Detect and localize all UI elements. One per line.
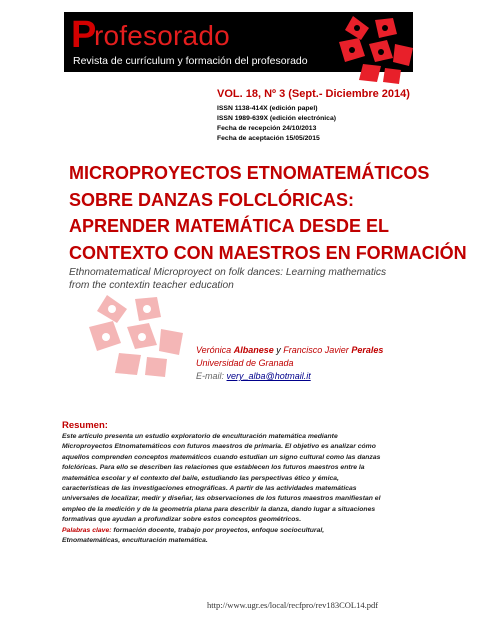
issue-info: [217, 88, 410, 144]
author1-first: Verónica: [196, 345, 232, 355]
journal-brand-name: rofesorado: [94, 20, 230, 51]
footer-url[interactable]: http://www.ugr.es/local/recfpro/rev183COL14.pdf: [207, 600, 379, 610]
abstract-line: empleo de la medición y de la geometría plana para describir la danza, dando lugar a situaciones: [62, 505, 376, 513]
abstract-body: [62, 432, 418, 546]
issn-online: ISSN 1989-639X (edición electrónica): [217, 115, 336, 122]
english-title: [69, 266, 429, 292]
author2-first: Francisco Javier: [283, 345, 349, 355]
keywords-line: [62, 526, 418, 536]
abstract-line: Microproyectos Etnomatemáticos con futuros maestros de primaria. El objetivo es analizar cómo: [62, 443, 376, 451]
authors-block: [196, 344, 383, 383]
journal-logo-icon: [335, 14, 419, 84]
email-link[interactable]: very_alba@hotmail.it: [226, 371, 311, 381]
author-conjunction: y: [276, 345, 281, 355]
title-line: CONTEXTO CON MAESTROS EN FORMACIÓN: [69, 242, 467, 263]
journal-subtitle: Revista de currículum y formación del profesorado: [73, 55, 308, 67]
title-line: MICROPROYECTOS ETNOMATEMÁTICOS: [69, 163, 430, 183]
keywords-text: formación docente, trabajo por proyectos, enfoque sociocultural,: [113, 526, 325, 534]
abstract-line: folclóricas. Para ello se describen las relaciones que establecen los futuros maestros entre la: [62, 464, 365, 472]
keywords-text-continued: Etnomatemáticas, enculturación matemática.: [62, 537, 208, 545]
author-names: [196, 344, 383, 357]
abstract-heading: Resumen:: [62, 420, 108, 431]
watermark-logo-icon: [85, 293, 193, 377]
article-title: [69, 160, 467, 266]
abstract-line: Este artículo presenta un estudio exploratorio de enculturación matemática mediante: [62, 433, 338, 440]
volume-label: VOL. 18, Nº 3 (Sept.- Diciembre 2014): [217, 88, 410, 100]
issn-print: ISSN 1138-414X (edición papel): [217, 105, 318, 112]
title-line: SOBRE DANZAS FOLCLÓRICAS:: [69, 189, 354, 210]
abstract-line: formativas que ayudan a profundizar sobre estos conceptos geométricos.: [62, 516, 302, 524]
journal-brand-initial: P: [71, 14, 97, 56]
author1-last: Albanese: [233, 345, 274, 355]
abstract-line: matemática escolar y el contexto del baile, estudiando las perspectivas ético y émica,: [62, 474, 339, 482]
title-line: APRENDER MATEMÁTICA DESDE EL: [69, 216, 390, 236]
email-label: E-mail:: [196, 371, 225, 381]
accepted-date: Fecha de aceptación 15/05/2015: [217, 135, 320, 142]
affiliation: Universidad de Granada: [196, 358, 294, 368]
english-title-line: from the contextin teacher education: [69, 280, 234, 291]
author2-last: Perales: [351, 345, 384, 355]
email-line: [196, 370, 383, 383]
abstract-line: universales de localizar, medir y diseñar, las observaciones de los futuros maestros manifiestan el: [62, 495, 381, 503]
english-title-line: Ethnomatematical Microproyect on folk dances: Learning mathematics: [69, 267, 387, 278]
abstract-line: características de las investigaciones etnográficas. A partir de las actividades matemáticas: [62, 485, 357, 493]
keywords-label: Palabras clave:: [62, 526, 112, 534]
received-date: Fecha de recepción 24/10/2013: [217, 125, 317, 132]
abstract-line: aquellos comprenden conceptos matemáticos cuando estudian un signo cultural como las danzas: [62, 453, 381, 461]
